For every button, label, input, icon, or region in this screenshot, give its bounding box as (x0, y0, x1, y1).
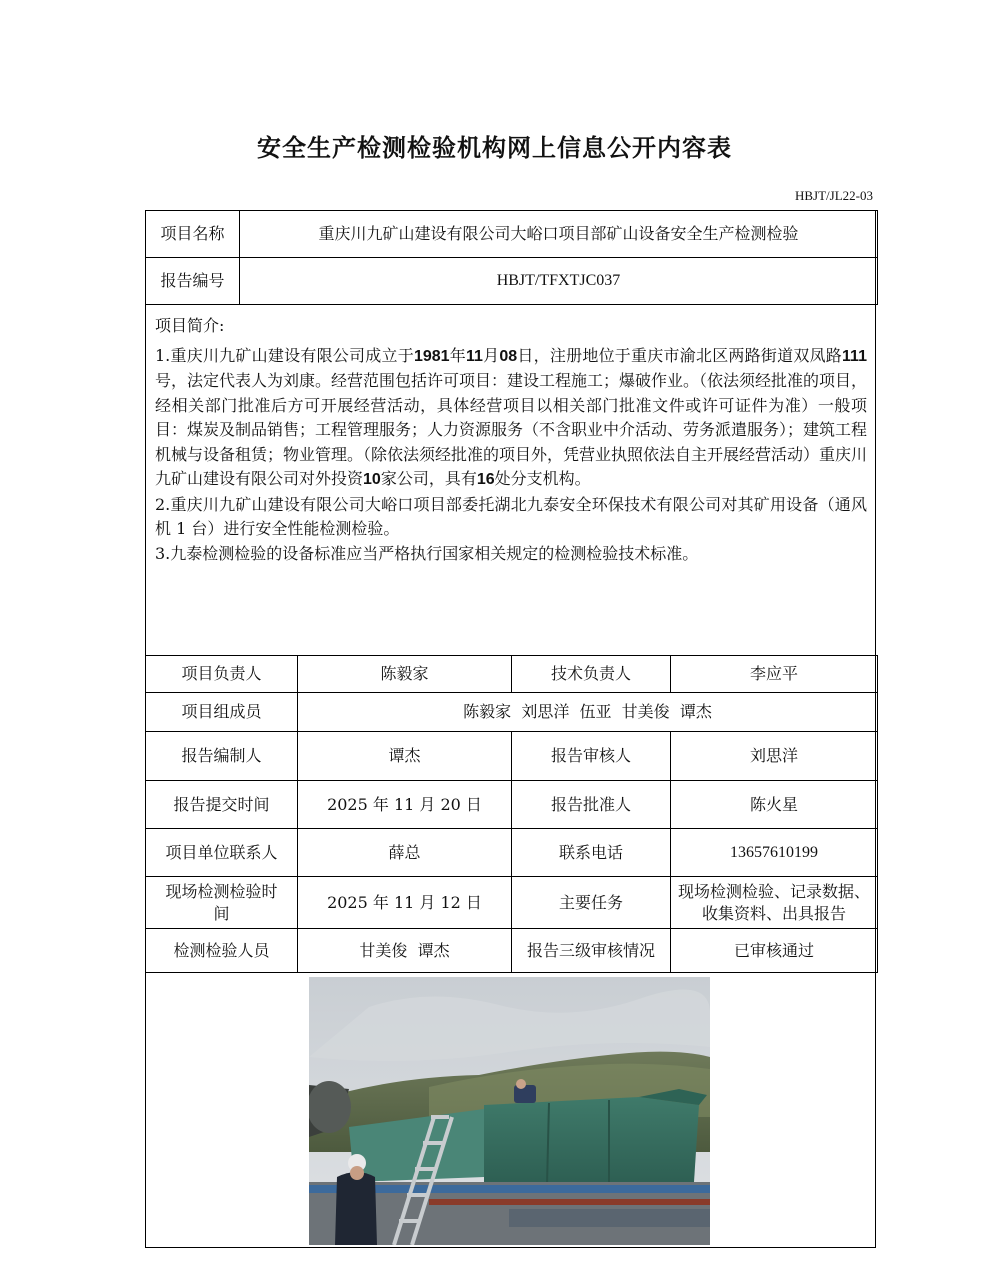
intro-paragraph-1: 1.重庆川九矿山建设有限公司成立于1981年11月08日，注册地位于重庆市渝北区两路街道双凤路111号，法定代表人为刘康。经营范围包括许可项目：建设工程施工；爆破作业。（依法须经批准的项目，经相关部门批准后方可开展经营活动，具体经营项目以相关部门批准文件或许可证件为准）一般项目：煤炭及制品销售；工程管理服务；人力资源服务（不含职业中介活动、劳务派遣服务）；建筑工程机械与设备租赁；物业管理。（除依法须经批准的项目外，凭营业执照依法自主开展经营活动）重庆川九矿山建设有限公司对外投资10家公司，具有16处分支机构。 (155, 345, 868, 488)
intro-heading: 项目简介: (155, 316, 225, 335)
report-number-value: HBJT/TFXTJC037 (240, 258, 878, 305)
site-photo-illustration (309, 977, 710, 1245)
approver-label: 报告批准人 (512, 781, 671, 829)
phone-label: 联系电话 (512, 829, 671, 877)
intro-paragraph-3: 3.九泰检测检验的设备标准应当严格执行国家相关规定的检测检验技术标准。 (155, 543, 699, 563)
contact-label: 项目单位联系人 (146, 829, 298, 877)
site-photo (309, 977, 710, 1245)
details-table (145, 655, 878, 973)
submit-time-label: 报告提交时间 (146, 781, 298, 829)
onsite-time-value: 2025 年 11 月 12 日 (298, 877, 512, 929)
main-task-value: 现场检测检验、记录数据、收集资料、出具报告 (671, 877, 878, 929)
report-number-label: 报告编号 (146, 258, 240, 305)
project-intro (146, 304, 875, 655)
inspectors-label: 检测检验人员 (146, 929, 298, 973)
three-level-review-label: 报告三级审核情况 (512, 929, 671, 973)
leader-label: 项目负责人 (146, 656, 298, 693)
approver-value: 陈火星 (671, 781, 878, 829)
submit-time-value: 2025 年 11 月 20 日 (298, 781, 512, 829)
page-title: 安全生产检测检验机构网上信息公开内容表 (257, 134, 732, 162)
project-name-value: 重庆川九矿山建设有限公司大峪口项目部矿山设备安全生产检测检验 (240, 211, 878, 258)
members-label: 项目组成员 (146, 693, 298, 732)
document-code: HBJT/JL22-03 (795, 188, 873, 203)
author-value: 谭杰 (298, 732, 512, 781)
leader-value: 陈毅家 (298, 656, 512, 693)
three-level-review-value: 已审核通过 (671, 929, 878, 973)
reviewer-value: 刘思洋 (671, 732, 878, 781)
reviewer-label: 报告审核人 (512, 732, 671, 781)
author-label: 报告编制人 (146, 732, 298, 781)
members-value: 陈毅家 刘思洋 伍亚 甘美俊 谭杰 (298, 693, 878, 732)
intro-paragraph-2: 2.重庆川九矿山建设有限公司大峪口项目部委托湖北九泰安全环保技术有限公司对其矿用设备（通风机 1 台）进行安全性能检测检验。 (155, 494, 867, 538)
tech-lead-value: 李应平 (671, 656, 878, 693)
main-task-label: 主要任务 (512, 877, 671, 929)
inspectors-value: 甘美俊 谭杰 (298, 929, 512, 973)
contact-value: 薛总 (298, 829, 512, 877)
project-header-table (145, 210, 878, 305)
tech-lead-label: 技术负责人 (512, 656, 671, 693)
phone-value: 13657610199 (671, 829, 878, 877)
project-name-label: 项目名称 (146, 211, 240, 258)
onsite-time-label: 现场检测检验时间 (146, 877, 298, 929)
